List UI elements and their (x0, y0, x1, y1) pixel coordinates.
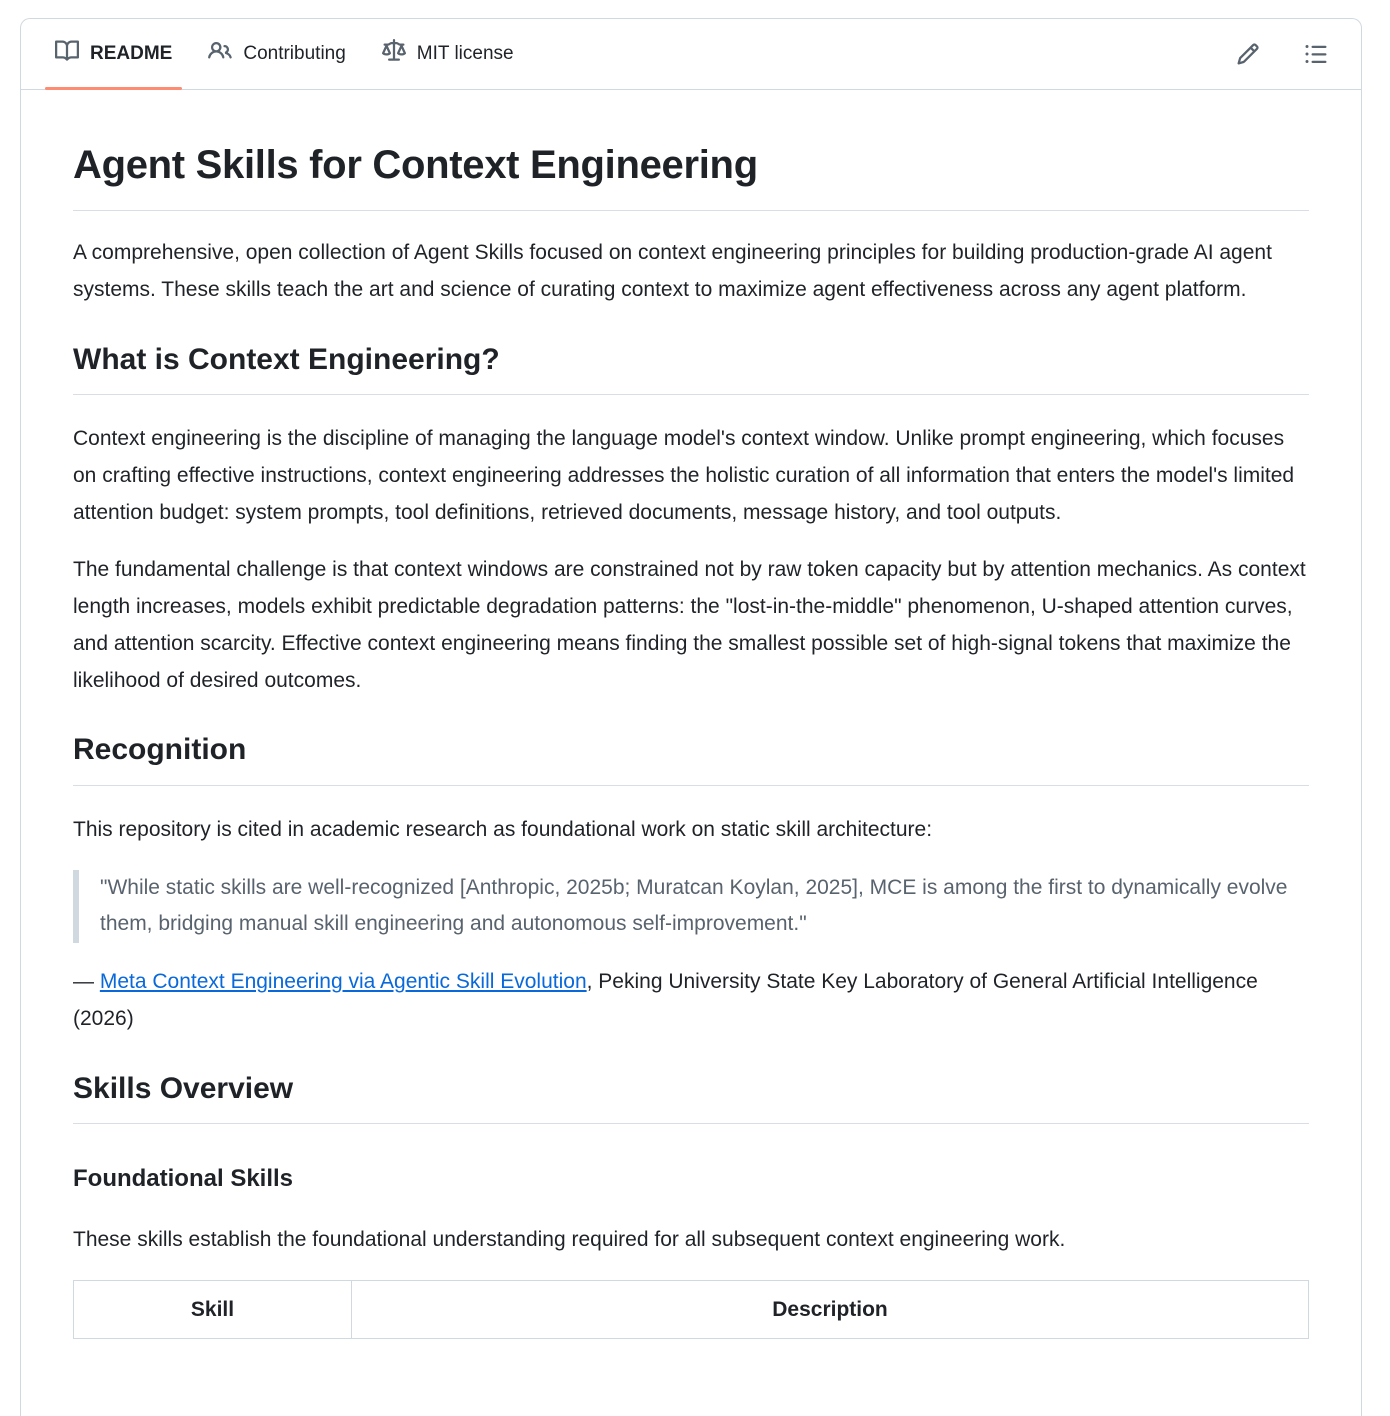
citation-quote-text: "While static skills are well-recognized [Anthropic, 2025b; Muratcan Koylan, 2025], MCE is among the first to dynamically evolve them, bridging manual skill engineering and autonomous self-improvement." (100, 875, 1288, 936)
list-unordered-icon (1304, 42, 1328, 66)
intro-paragraph: A comprehensive, open collection of Agent Skills focused on context engineering principles for building production-grade AI agent systems. These skills teach the art and science of curating context to maximize agent effectiveness across any agent platform. (73, 241, 1272, 301)
outline-list-button[interactable] (1299, 37, 1333, 71)
paper-link[interactable]: Meta Context Engineering via Agentic Skill Evolution (99, 970, 587, 993)
table-header-description: Description (352, 1280, 1309, 1338)
what-paragraph-2: The fundamental challenge is that context windows are constrained not by raw token capacity but by attention mechanics. As context length increases, models exhibit predictable degradation patterns: the "lost-in-the-middle" phenomenon, U-shaped attention curves, and attention scarcity. Effective context engineering means finding the smallest possible set of high-signal tokens that maximize the likelihood of desired outcomes. (73, 558, 1306, 692)
tab-mit-license-label: MIT license (416, 43, 514, 64)
page-title: Agent Skills for Context Engineering (73, 140, 1309, 211)
edit-pencil-button[interactable] (1231, 37, 1265, 71)
heading-what-is-context-engineering: What is Context Engineering? (73, 341, 1309, 396)
citation-attribution (73, 964, 1309, 1038)
heading-foundational-skills: Foundational Skills (73, 1165, 294, 1192)
tab-readme[interactable] (37, 19, 190, 89)
attribution-rest: , Peking University State Key Laboratory of General Artificial Intelligence (2026) (73, 970, 1258, 1030)
foundational-skills-table (73, 1280, 1309, 1339)
tab-contributing[interactable] (190, 19, 363, 89)
heading-skills-overview: Skills Overview (73, 1070, 1309, 1125)
file-tabbar (21, 19, 1361, 90)
recognition-intro: This repository is cited in academic research as foundational work on static skill architecture: (73, 817, 933, 841)
tabbar-actions (1231, 19, 1345, 89)
tab-mit-license[interactable] (364, 19, 532, 89)
heading-recognition: Recognition (73, 731, 1309, 786)
citation-blockquote (73, 870, 1309, 944)
readme-panel (20, 18, 1362, 1416)
law-scales-icon (382, 39, 406, 69)
tab-contributing-label: Contributing (243, 43, 346, 64)
tab-readme-label: README (90, 43, 173, 64)
foundational-intro: These skills establish the foundational understanding required for all subsequent context engineering work. (73, 1228, 1066, 1251)
table-header-skill: Skill (74, 1280, 352, 1338)
what-paragraph-1: Context engineering is the discipline of managing the language model's context window. Unlike prompt engineering, which focuses on crafting effective instructions, context engineering addresses the holistic curation of all information that enters the model's limited attention budget: system prompts, tool definitions, retrieved documents, message history, and tool outputs. (73, 427, 1295, 524)
people-icon (208, 39, 232, 69)
readme-content (21, 90, 1361, 1339)
pencil-icon (1236, 42, 1260, 66)
table-header-row (74, 1280, 1309, 1338)
attribution-dash: — (73, 970, 100, 993)
book-icon (55, 39, 79, 69)
